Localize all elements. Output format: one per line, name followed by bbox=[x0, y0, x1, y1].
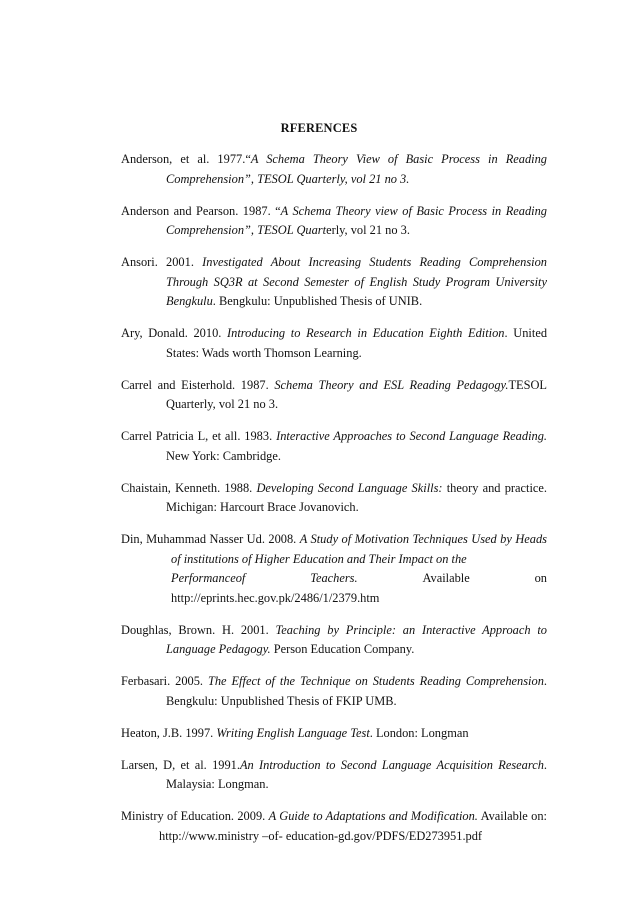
ref-author-year: Ansori. 2001. bbox=[121, 255, 203, 269]
reference-entry bbox=[121, 756, 547, 795]
reference-entry bbox=[121, 479, 547, 518]
ref-title: An Introduction to Second Language Acquisition Research bbox=[239, 757, 544, 772]
reference-entry bbox=[121, 324, 547, 363]
ref-title-end-2: Teachers. bbox=[310, 571, 358, 585]
ref-available-label: Available bbox=[422, 571, 470, 585]
ref-title: A Guide to Adaptations and Modification. bbox=[268, 809, 478, 823]
ref-author-year: Carrel and Eisterhold. 1987. bbox=[121, 377, 275, 392]
ref-author-year: Anderson, et al. 1977.“ bbox=[121, 152, 251, 166]
ref-author-year: Chaistain, Kenneth. 1988. bbox=[121, 480, 257, 495]
ref-author-year: Doughlas, Brown. H. 2001. bbox=[121, 622, 276, 637]
ref-publication: theory and practice. Michigan: Harcourt Brace Jovanovich. bbox=[166, 480, 547, 514]
ref-title: A Schema Theory view of Basic Process in Reading Comprehension”, TESOL Quart bbox=[166, 203, 547, 237]
ref-url: http://eprints.hec.gov.pk/2486/1/2379.htm bbox=[171, 590, 380, 605]
ref-author-year: Anderson and Pearson. 1987. “ bbox=[121, 203, 281, 218]
ref-publication: . Bengkulu: Unpublished Thesis of UNIB. bbox=[212, 294, 423, 308]
reference-list bbox=[121, 150, 547, 859]
ref-title: Investigated About Increasing Students Reading Comprehension Through SQ3R at Second Semester of English Study Program University Bengkulu bbox=[166, 255, 547, 308]
ref-title: A Schema Theory View of Basic Process in Reading Comprehension”, TESOL Quarterly, vol 21 no 3. bbox=[166, 152, 548, 186]
reference-entry bbox=[121, 427, 547, 466]
reference-entry bbox=[121, 672, 547, 711]
ref-title: Schema Theory and ESL Reading Pedagogy. bbox=[274, 377, 509, 392]
ref-title: Interactive Approaches to Second Language Reading. bbox=[276, 429, 548, 443]
reference-entry bbox=[121, 530, 547, 608]
ref-publication: . United States: Wads worth Thomson Learning. bbox=[166, 326, 548, 360]
ref-publication: . London: Longman bbox=[369, 725, 469, 740]
ref-title: A Study of Motivation Techniques Used by Heads of institutions of Higher Education and Their Impact on the bbox=[171, 532, 547, 566]
ref-author-year: Ary, Donald. 2010. bbox=[121, 326, 228, 340]
reference-entry bbox=[121, 724, 547, 744]
ref-publication: Person Education Company. bbox=[270, 642, 415, 656]
ref-publication: erly, vol 21 no 3. bbox=[326, 223, 410, 237]
reference-entry bbox=[121, 253, 547, 312]
reference-entry bbox=[121, 150, 547, 189]
ref-publication: . Bengkulu: Unpublished Thesis of FKIP UMB. bbox=[166, 674, 547, 708]
ref-title-end: Performanceof bbox=[171, 571, 246, 585]
ref-author-year: Larsen, D, et al. 1991. bbox=[121, 757, 240, 772]
ref-publication: New York: Cambridge. bbox=[166, 448, 281, 463]
ref-on-label: on bbox=[534, 571, 547, 585]
ref-title: The Effect of the Technique on Students Reading Comprehension bbox=[207, 674, 544, 688]
ref-author-year: Heaton, J.B. 1997. bbox=[121, 725, 217, 740]
reference-entry bbox=[121, 202, 547, 241]
ref-publication: TESOL Quarterly, vol 21 no 3. bbox=[166, 377, 547, 411]
reference-entry bbox=[121, 621, 547, 660]
ref-title: Introducing to Research in Education Eighth Edition bbox=[227, 326, 505, 340]
ref-author-year: Ministry of Education. 2009. bbox=[121, 809, 269, 823]
ref-title: Developing Second Language Skills: bbox=[256, 480, 443, 495]
ref-author-year: Carrel Patricia L, et all. 1983. bbox=[121, 429, 277, 443]
reference-entry bbox=[121, 376, 547, 415]
ref-publication: Available on: http://www.ministry –of- education-gd.gov/PDFS/ED273951.pdf bbox=[159, 809, 547, 843]
page-title: RFERENCES bbox=[280, 121, 358, 135]
reference-entry bbox=[121, 807, 547, 846]
ref-publication: . Malaysia: Longman. bbox=[166, 757, 547, 791]
ref-availability-line bbox=[171, 569, 547, 589]
ref-title: Teaching by Principle: an Interactive Approach to Language Pedagogy. bbox=[166, 622, 548, 656]
ref-title: Writing English Language Test bbox=[216, 725, 370, 740]
ref-author-year: Ferbasari. 2005. bbox=[121, 674, 208, 688]
ref-author-year: Din, Muhammad Nasser Ud. 2008. bbox=[121, 532, 300, 546]
